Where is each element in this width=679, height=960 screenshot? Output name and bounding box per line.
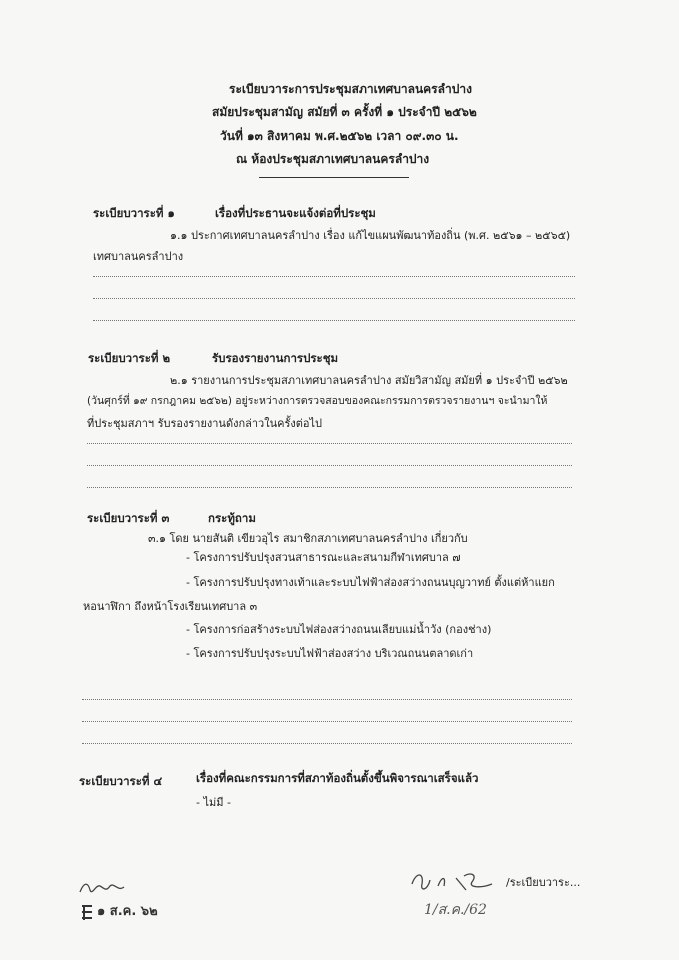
agenda-2-label: ระเบียบวาระที่ ๒ — [88, 351, 171, 365]
agenda-4-item: - ไม่มี - — [196, 796, 231, 809]
blank-line — [87, 443, 572, 444]
blank-line — [93, 320, 575, 321]
agenda-2-line-2: (วันศุกร์ที่ ๑๙ กรกฎาคม ๒๕๖๒) อยู่ระหว่างการตรวจสอบของคณะกรรมการตรวจรายงานฯ จะนำมาให้ — [87, 395, 548, 407]
agenda-2-title: รับรองรายงานการประชุม — [212, 351, 339, 365]
agenda-3-bullet-4: - โครงการปรับปรุงระบบไฟฟ้าส่องสว่าง บริเวณถนนตลาดเก่า — [186, 647, 474, 660]
blank-line — [93, 276, 575, 277]
blank-line — [93, 298, 575, 299]
continued-note: /ระเบียบวาระ... — [506, 876, 581, 889]
signature — [408, 866, 498, 896]
agenda-3-bullet-2-cont: หอนาฬิกา ถึงหน้าโรงเรียนเทศบาล ๓ — [83, 600, 258, 613]
agenda-3-bullet-2: - โครงการปรับปรุงทางเท้าและระบบไฟฟ้าส่องสว่างถนนบุญวาทย์ ตั้งแต่ห้าแยก — [186, 576, 555, 589]
blank-line — [82, 699, 572, 700]
agenda-3-bullet-1: - โครงการปรับปรุงสวนสาธารณะและสนามกีฬาเทศบาล ๗ — [186, 551, 461, 564]
blank-line — [82, 743, 572, 744]
stamp-mark-icon — [80, 904, 94, 922]
agenda-4-title: เรื่องที่คณะกรรมการที่สภาท้องถิ่นตั้งขึ้นพิจารณาเสร็จแล้ว — [196, 771, 479, 785]
agenda-2-line-1: ๒.๑ รายงานการประชุมสภาเทศบาลนครลำปาง สมัยวิสามัญ สมัยที่ ๑ ประจำปี ๒๕๖๒ — [170, 374, 568, 387]
agenda-2-line-3: ที่ประชุมสภาฯ รับรองรายงานดังกล่าวในครั้งต่อไป — [87, 417, 323, 430]
handwritten-initials — [78, 878, 128, 898]
header-line-2: สมัยประชุมสามัญ สมัยที่ ๓ ครั้งที่ ๑ ประจำปี ๒๕๖๒ — [212, 105, 477, 119]
agenda-1-title: เรื่องที่ประธานจะแจ้งต่อที่ประชุม — [215, 206, 376, 220]
handwritten-date: 1/ส.ค./62 — [424, 902, 487, 918]
header-line-1: ระเบียบวาระการประชุมสภาเทศบาลนครลำปาง — [229, 82, 472, 96]
header-line-3: วันที่ ๑๓ สิงหาคม พ.ศ.๒๕๖๒ เวลา ๐๙.๓๐ น. — [220, 129, 459, 143]
header-divider — [259, 177, 409, 178]
agenda-3-title: กระทู้ถาม — [208, 511, 256, 525]
received-stamp — [80, 902, 160, 924]
agenda-3-label: ระเบียบวาระที่ ๓ — [87, 511, 170, 525]
stamp-date: ๑ ส.ค. ๖๒ — [97, 904, 158, 919]
blank-line — [87, 487, 572, 488]
agenda-3-intro: ๓.๑ โดย นายสันติ เขียวอุไร สมาชิกสภาเทศบาลนครลำปาง เกี่ยวกับ — [148, 532, 468, 545]
agenda-1-label: ระเบียบวาระที่ ๑ — [93, 206, 175, 220]
blank-line — [82, 721, 572, 722]
agenda-1-item: ๑.๑ ประกาศเทศบาลนครลำปาง เรื่อง แก้ไขแผนพัฒนาท้องถิ่น (พ.ศ. ๒๕๖๑ – ๒๕๖๕) — [170, 229, 571, 242]
agenda-1-item-cont: เทศบาลนครลำปาง — [93, 250, 184, 263]
agenda-4-label: ระเบียบวาระที่ ๔ — [79, 774, 163, 788]
header-line-4: ณ ห้องประชุมสภาเทศบาลนครลำปาง — [236, 152, 430, 166]
agenda-3-bullet-3: - โครงการก่อสร้างระบบไฟส่องสว่างถนนเลียบแม่น้ำวัง (กองช่าง) — [186, 623, 492, 636]
blank-line — [87, 465, 572, 466]
